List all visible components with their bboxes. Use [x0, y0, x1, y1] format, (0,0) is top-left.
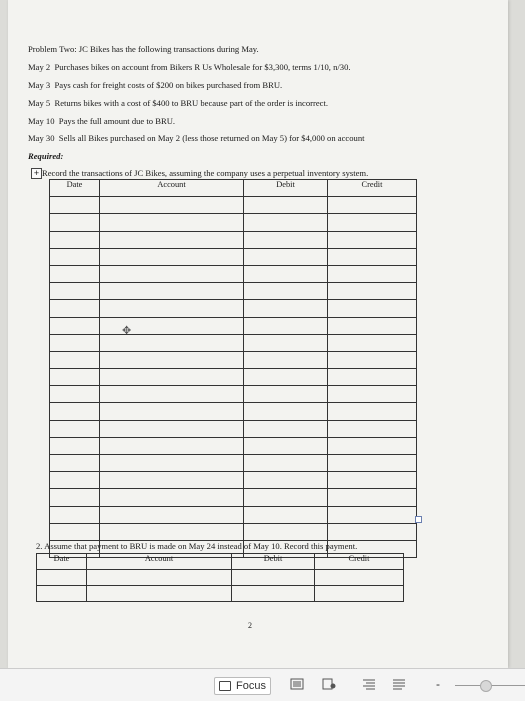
- table-row[interactable]: [50, 455, 417, 472]
- required-label: Required:: [28, 151, 64, 161]
- table-cell[interactable]: [244, 248, 328, 265]
- focus-icon: [219, 681, 231, 691]
- table-cell[interactable]: [100, 523, 244, 540]
- table-row[interactable]: [50, 300, 417, 317]
- table-cell[interactable]: [328, 369, 417, 386]
- table-cell[interactable]: [244, 197, 328, 214]
- table-cell[interactable]: [50, 386, 100, 403]
- table-cell[interactable]: [50, 506, 100, 523]
- table-cell[interactable]: [328, 420, 417, 437]
- table-cell[interactable]: [50, 317, 100, 334]
- instruction-2: 2. Assume that payment to BRU is made on May 24 instead of May 10. Record this payment.: [36, 541, 358, 551]
- table-cell[interactable]: [328, 386, 417, 403]
- table-row[interactable]: [50, 403, 417, 420]
- table-cell[interactable]: [100, 248, 244, 265]
- table-cell[interactable]: [100, 214, 244, 231]
- table-row[interactable]: [50, 197, 417, 214]
- table-cell[interactable]: [50, 420, 100, 437]
- table-row[interactable]: [50, 265, 417, 282]
- table-cell[interactable]: [328, 214, 417, 231]
- transaction-line: [28, 80, 282, 90]
- table-cell[interactable]: [244, 489, 328, 506]
- table-cell[interactable]: [50, 248, 100, 265]
- transaction-date: May 3: [28, 80, 51, 90]
- header-date: Date: [50, 180, 100, 197]
- table-cell[interactable]: [100, 455, 244, 472]
- table-cell[interactable]: [244, 300, 328, 317]
- table-cell[interactable]: [328, 231, 417, 248]
- table-cell[interactable]: [50, 472, 100, 489]
- table-row[interactable]: [37, 586, 404, 602]
- table-cell[interactable]: [328, 506, 417, 523]
- table-cell[interactable]: [315, 570, 404, 586]
- table-cell[interactable]: [50, 265, 100, 282]
- transaction-line: [28, 116, 175, 126]
- table-cell[interactable]: [244, 420, 328, 437]
- table-cell[interactable]: [50, 334, 100, 351]
- table-cell[interactable]: [244, 506, 328, 523]
- table-cell[interactable]: [244, 455, 328, 472]
- table-cell[interactable]: [50, 403, 100, 420]
- table-cell[interactable]: [244, 283, 328, 300]
- table-cell[interactable]: [100, 351, 244, 368]
- table-row[interactable]: [50, 231, 417, 248]
- table-cell[interactable]: [50, 231, 100, 248]
- table-cell[interactable]: [328, 403, 417, 420]
- header-credit: Credit: [328, 180, 417, 197]
- table-cell[interactable]: [244, 265, 328, 282]
- table-row[interactable]: [50, 489, 417, 506]
- table-cell[interactable]: [328, 300, 417, 317]
- table-cell[interactable]: [244, 214, 328, 231]
- table-row[interactable]: [50, 334, 417, 351]
- table-row[interactable]: [50, 506, 417, 523]
- table-cell[interactable]: [50, 369, 100, 386]
- table-move-handle-icon[interactable]: +: [31, 168, 42, 179]
- header-account: Account: [87, 554, 232, 570]
- table-cell[interactable]: [328, 334, 417, 351]
- transaction-text: Returns bikes with a cost of $400 to BRU because part of the order is incorrect.: [54, 98, 328, 108]
- table-cell[interactable]: [244, 317, 328, 334]
- table-cell[interactable]: [244, 386, 328, 403]
- table-cell[interactable]: [37, 586, 87, 602]
- table-row[interactable]: [50, 437, 417, 454]
- table-row[interactable]: [50, 248, 417, 265]
- status-bar: [0, 668, 525, 701]
- table-cell[interactable]: [100, 437, 244, 454]
- table-cell[interactable]: [328, 523, 417, 540]
- table-cell[interactable]: [244, 472, 328, 489]
- transaction-line: [28, 133, 365, 143]
- table-row[interactable]: [50, 523, 417, 540]
- table-cell[interactable]: [232, 586, 315, 602]
- table-cell[interactable]: [244, 351, 328, 368]
- header-account: Account: [100, 180, 244, 197]
- table-cell[interactable]: [244, 369, 328, 386]
- table-cell[interactable]: [100, 506, 244, 523]
- transaction-text: Pays cash for freight costs of $200 on bikes purchased from BRU.: [54, 80, 283, 90]
- zoom-slider-knob[interactable]: [480, 680, 492, 692]
- table-cell[interactable]: [328, 455, 417, 472]
- zoom-out-button[interactable]: -: [436, 677, 440, 691]
- table-cell[interactable]: [100, 300, 244, 317]
- table-cell[interactable]: [100, 197, 244, 214]
- table-cell[interactable]: [328, 197, 417, 214]
- transaction-text: Pays the full amount due to BRU.: [58, 116, 176, 126]
- print-layout-icon[interactable]: [290, 678, 304, 690]
- table-row[interactable]: [50, 351, 417, 368]
- transaction-date: May 5: [28, 98, 51, 108]
- table-cell[interactable]: [328, 472, 417, 489]
- table-cell[interactable]: [100, 386, 244, 403]
- table-cell[interactable]: [244, 334, 328, 351]
- table-cell[interactable]: [328, 351, 417, 368]
- header-date: Date: [37, 554, 87, 570]
- table-cell[interactable]: [244, 403, 328, 420]
- table-cell[interactable]: [100, 231, 244, 248]
- table-row[interactable]: [50, 317, 417, 334]
- instruction-1: Record the transactions of JC Bikes, assuming the company uses a perpetual inventory system.: [42, 168, 369, 178]
- transaction-date: May 30: [28, 133, 55, 143]
- problem-title: Problem Two: JC Bikes has the following transactions during May.: [28, 44, 259, 54]
- transaction-date: May 2: [28, 62, 51, 72]
- table-row[interactable]: [50, 214, 417, 231]
- table-cell[interactable]: [328, 437, 417, 454]
- table-cell[interactable]: [100, 472, 244, 489]
- table-header-row: [37, 554, 404, 570]
- table-cell[interactable]: [244, 523, 328, 540]
- page-number: 2: [248, 621, 252, 630]
- table-cell[interactable]: [87, 586, 232, 602]
- transaction-line: [28, 62, 351, 72]
- table-cell[interactable]: [50, 351, 100, 368]
- transaction-text: Purchases bikes on account from Bikers R Us Wholesale for $3,300, terms 1/10, n/30.: [54, 62, 351, 72]
- table-row[interactable]: [37, 570, 404, 586]
- move-cursor-icon: ✥: [122, 324, 132, 337]
- table-cell[interactable]: [37, 570, 87, 586]
- table-cell[interactable]: [244, 437, 328, 454]
- table-cell[interactable]: [50, 523, 100, 540]
- table-cell[interactable]: [315, 586, 404, 602]
- transaction-text: Sells all Bikes purchased on May 2 (less those returned on May 5) for $4,000 on account: [58, 133, 365, 143]
- table-cell[interactable]: [232, 570, 315, 586]
- table-cell[interactable]: [100, 265, 244, 282]
- outline-view-icon[interactable]: [362, 678, 376, 690]
- journal-table[interactable]: [49, 179, 417, 558]
- table-cell[interactable]: [50, 283, 100, 300]
- table-row[interactable]: [50, 283, 417, 300]
- table-cell[interactable]: [328, 248, 417, 265]
- transaction-date: May 10: [28, 116, 55, 126]
- table-row[interactable]: [50, 472, 417, 489]
- table-row[interactable]: [50, 420, 417, 437]
- table-cell[interactable]: [50, 437, 100, 454]
- table-cell[interactable]: [50, 197, 100, 214]
- draft-view-icon[interactable]: [392, 678, 406, 690]
- table-cell[interactable]: [50, 455, 100, 472]
- table-cell[interactable]: [87, 570, 232, 586]
- table-cell[interactable]: [328, 317, 417, 334]
- table-cell[interactable]: [328, 283, 417, 300]
- focus-button[interactable]: [214, 677, 271, 695]
- web-layout-icon[interactable]: [322, 678, 336, 690]
- payment-table[interactable]: [36, 553, 404, 602]
- table-cell[interactable]: [100, 420, 244, 437]
- table-cell[interactable]: [50, 214, 100, 231]
- table-cell[interactable]: [100, 283, 244, 300]
- header-debit: Debit: [244, 180, 328, 197]
- header-credit: Credit: [315, 554, 404, 570]
- table-row[interactable]: [50, 369, 417, 386]
- table-cell[interactable]: [328, 489, 417, 506]
- table-cell[interactable]: [100, 369, 244, 386]
- table-row[interactable]: [50, 386, 417, 403]
- table-header-row: [50, 180, 417, 197]
- table-cell[interactable]: [100, 489, 244, 506]
- table-cell[interactable]: [100, 403, 244, 420]
- table-cell[interactable]: [50, 489, 100, 506]
- table-resize-handle[interactable]: [415, 516, 422, 523]
- focus-label: Focus: [236, 680, 266, 692]
- table-cell[interactable]: [50, 300, 100, 317]
- table-cell[interactable]: [244, 231, 328, 248]
- table-cell[interactable]: [328, 265, 417, 282]
- transaction-line: [28, 98, 328, 108]
- document-page: [8, 0, 508, 668]
- header-debit: Debit: [232, 554, 315, 570]
